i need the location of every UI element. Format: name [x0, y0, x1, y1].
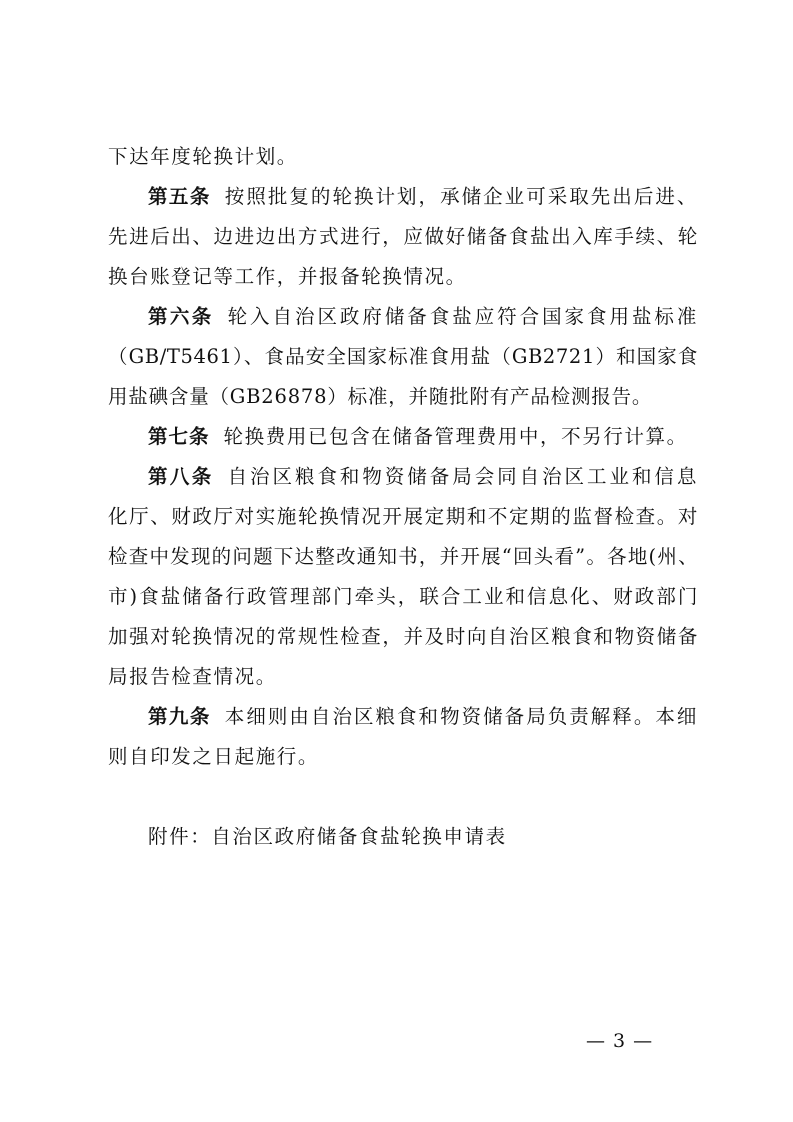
line-text: 自治区粮食和物资储备局会同自治区工业和信息: [227, 465, 698, 488]
line-text: 轮换费用已包含在储备管理费用中，不另行计算。: [223, 425, 688, 448]
article-heading: 第五条: [148, 185, 211, 208]
line-text: 先进后出、边进边出方式进行，应做好储备食盐出入库手续、轮: [108, 225, 699, 248]
line-text: 轮入自治区政府储备食盐应符合国家食用盐标准: [227, 305, 698, 328]
text-line: [108, 658, 698, 696]
page-number: — 3 —: [586, 1030, 654, 1052]
article-heading: 第六条: [148, 305, 214, 328]
line-text: 用盐碘含量（GB26878）标准，并随批附有产品检测报告。: [108, 385, 653, 408]
attachment-line: [148, 818, 698, 856]
line-text: 局报告检查情况。: [108, 665, 277, 688]
article-heading: 第七条: [148, 425, 210, 448]
text-line: [108, 378, 698, 416]
line-text: 下达年度轮换计划。: [108, 145, 298, 168]
text-line: [108, 218, 698, 256]
text-line: [108, 338, 698, 376]
line-text: 则自印发之日起施行。: [108, 745, 320, 768]
text-line: [108, 258, 698, 296]
article-heading: 第八条: [148, 465, 214, 488]
attachment-text: 附件：自治区政府储备食盐轮换申请表: [148, 825, 507, 848]
article-nine-first-line: [148, 698, 698, 736]
line-text: 加强对轮换情况的常规性检查，并及时向自治区粮食和物资储备: [108, 625, 698, 648]
text-line: [108, 618, 698, 656]
line-text: 本细则由自治区粮食和物资储备局负责解释。本细: [224, 705, 698, 728]
text-line: [108, 578, 698, 616]
line-text: 检查中发现的问题下达整改通知书，并开展“回头看”。各地(州、: [108, 545, 698, 568]
article-five-first-line: [148, 178, 698, 216]
line-text: 换台账登记等工作，并报备轮换情况。: [108, 265, 467, 288]
article-six-first-line: [148, 298, 698, 336]
text-line: [108, 538, 698, 576]
line-text: 按照批复的轮换计划，承储企业可采取先出后进、: [224, 185, 698, 208]
text-line: [108, 498, 698, 536]
article-seven-first-line: [148, 418, 698, 456]
line-text: 化厅、财政厅对实施轮换情况开展定期和不定期的监督检查。对: [108, 505, 698, 528]
article-heading: 第九条: [148, 705, 211, 728]
text-line: [108, 138, 698, 176]
line-text: 市)食盐储备行政管理部门牵头，联合工业和信息化、财政部门: [108, 585, 698, 608]
article-eight-first-line: [148, 458, 698, 496]
text-line: [108, 738, 698, 776]
line-text: （GB/T5461）、食品安全国家标准食用盐（GB2721）和国家食: [108, 345, 698, 368]
